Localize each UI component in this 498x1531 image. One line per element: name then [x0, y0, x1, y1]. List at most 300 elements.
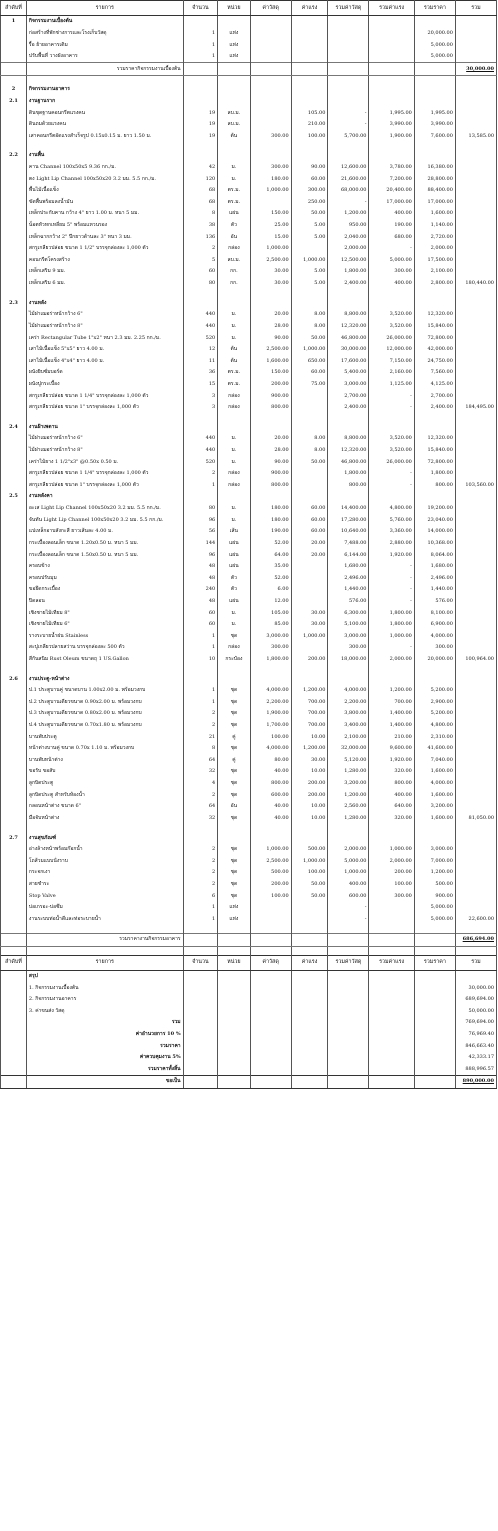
- cell-material-price: 40.00: [250, 813, 291, 825]
- cell-total-price: 88,400.00: [414, 185, 455, 197]
- cell-item-no: [1, 1029, 27, 1041]
- cell-labor-price: [291, 925, 328, 934]
- cell-material-price: [250, 422, 291, 434]
- cell-total-price: 7,600.00: [414, 130, 455, 142]
- cell-labor-price: 50.00: [291, 332, 328, 344]
- cell-labor-total: [369, 982, 414, 994]
- cell-unit: กก.: [218, 266, 250, 278]
- cell-labor-price: [291, 1076, 328, 1089]
- cell-quantity: 11: [183, 355, 218, 367]
- cell-labor-total: [369, 673, 414, 685]
- cell-labor-total: 3,520.00: [369, 321, 414, 333]
- cell-labor-total: 17,000.00: [369, 197, 414, 209]
- cell-total-price: [414, 76, 455, 85]
- cell-description: สีกันสนิม Rust Oleum ขนาดถุ 1 US.Gallon: [26, 654, 183, 666]
- cell-quantity: 5: [183, 255, 218, 267]
- cell-section-total: 50,000.00: [455, 1006, 496, 1018]
- cell-description: เหล็กเสริม 6 มม.: [26, 278, 183, 290]
- cell-labor-price: [291, 142, 328, 150]
- cell-labor-price: [291, 39, 328, 51]
- cell-section-total: [455, 879, 496, 891]
- cell-material-total: 8,800.00: [328, 433, 369, 445]
- cell-total-price: 3,000.00: [414, 844, 455, 856]
- table-row: [1, 208, 497, 220]
- cell-section-total: [455, 549, 496, 561]
- cell-quantity: 96: [183, 514, 218, 526]
- cell-labor-total: 1,000.00: [369, 630, 414, 642]
- cell-description: พื้นไม้เนื้อแข็ง: [26, 185, 183, 197]
- cell-material-price: [250, 946, 291, 955]
- cell-description: ขัดพื้นพร้อมลงน้ำมัน: [26, 197, 183, 209]
- table-row: [1, 266, 497, 278]
- cell-material-price: 100.00: [250, 731, 291, 743]
- cell-item-no: [1, 51, 27, 63]
- cell-material-total: [328, 1052, 369, 1064]
- cell-unit: ม.: [218, 321, 250, 333]
- cell-unit: อัน: [218, 801, 250, 813]
- cell-labor-price: 30.00: [291, 607, 328, 619]
- cell-labor-price: 700.00: [291, 697, 328, 709]
- cell-material-total: [328, 414, 369, 422]
- cell-material-total: 2,000.00: [328, 844, 369, 856]
- cell-section-total: 689,694.00: [455, 994, 496, 1006]
- cell-item-no: [1, 934, 27, 947]
- cell-material-price: 1,000.00: [250, 844, 291, 856]
- table-row: [1, 913, 497, 925]
- cell-material-total: 2,000.00: [328, 243, 369, 255]
- cell-labor-total: 4,800.00: [369, 503, 414, 515]
- cell-labor-total: 640.00: [369, 801, 414, 813]
- cell-material-price: 4,000.00: [250, 685, 291, 697]
- cell-labor-total: -: [369, 572, 414, 584]
- cell-unit: ม.: [218, 162, 250, 174]
- cell-quantity: [183, 142, 218, 150]
- cell-material-price: 80.00: [250, 755, 291, 767]
- cell-labor-total: 210.00: [369, 731, 414, 743]
- cell-material-total: [328, 142, 369, 150]
- cell-labor-price: [291, 824, 328, 832]
- cell-section-total: [455, 503, 496, 515]
- cell-section-total: [455, 890, 496, 902]
- cell-description: จันทัน Light Lip Channel 100x50x20 3.2 มม. 5.5 กก./ม.: [26, 514, 183, 526]
- cell-item-no: [1, 332, 27, 344]
- section-row: [1, 422, 497, 434]
- cell-material-price: [250, 39, 291, 51]
- cell-section-total: 184,495.00: [455, 402, 496, 414]
- cell-material-price: 1,000.00: [250, 185, 291, 197]
- cell-quantity: 2: [183, 720, 218, 732]
- cell-item-no: [1, 1017, 27, 1029]
- cell-section-total: [455, 832, 496, 844]
- cell-description: [26, 665, 183, 673]
- cell-material-total: 5,000.00: [328, 855, 369, 867]
- cell-material-total: 4,000.00: [328, 685, 369, 697]
- table-row: [1, 51, 497, 63]
- cell-labor-total: [369, 1006, 414, 1018]
- cell-unit: [218, 1029, 250, 1041]
- cell-labor-price: 10.00: [291, 731, 328, 743]
- cell-item-no: [1, 503, 27, 515]
- table-row: [1, 766, 497, 778]
- cell-material-price: [250, 832, 291, 844]
- cell-description: [26, 76, 183, 85]
- cell-item-no: [1, 414, 27, 422]
- cell-section-total: [455, 946, 496, 955]
- table-row: [1, 1006, 497, 1018]
- table-row: [1, 642, 497, 654]
- cell-labor-total: 320.00: [369, 813, 414, 825]
- cell-item-no: [1, 107, 27, 119]
- cell-description: อะเส Light Lip Channel 100x50x20 3.2 มม. 5.5 กก./ม.: [26, 503, 183, 515]
- cell-unit: ม.: [218, 607, 250, 619]
- cell-item-no: [1, 480, 27, 492]
- cell-unit: ชุด: [218, 685, 250, 697]
- cell-quantity: [183, 1076, 218, 1089]
- cell-labor-price: [291, 970, 328, 982]
- cell-material-price: 150.00: [250, 208, 291, 220]
- cell-material-total: 17,600.00: [328, 355, 369, 367]
- cell-labor-price: [291, 422, 328, 434]
- cell-material-total: 68,000.00: [328, 185, 369, 197]
- cell-material-total: [328, 673, 369, 685]
- cell-total-price: 12,320.00: [414, 309, 455, 321]
- cell-section-total: 890,000.00: [455, 1076, 496, 1089]
- cell-material-total: 1,680.00: [328, 561, 369, 573]
- cell-description: แปเหล็กอาบสังกะสี ยาวเส้นละ 4.00 ม.: [26, 526, 183, 538]
- cell-labor-price: 30.00: [291, 755, 328, 767]
- cell-quantity: 2: [183, 879, 218, 891]
- cell-total-price: [414, 1029, 455, 1041]
- cell-labor-price: 60.00: [291, 367, 328, 379]
- table-row: [1, 1017, 497, 1029]
- table-row: [1, 801, 497, 813]
- cell-quantity: [183, 414, 218, 422]
- cell-labor-price: 650.00: [291, 355, 328, 367]
- cell-material-total: [328, 1017, 369, 1029]
- cell-description: [26, 414, 183, 422]
- cell-section-total: [455, 561, 496, 573]
- table-row: [1, 720, 497, 732]
- cell-quantity: 2: [183, 867, 218, 879]
- cell-material-price: [250, 673, 291, 685]
- cell-material-total: 12,500.00: [328, 255, 369, 267]
- cell-description: Stop Valve: [26, 890, 183, 902]
- cell-section-total: 22,600.00: [455, 913, 496, 925]
- table-row: [1, 619, 497, 631]
- cell-item-no: [1, 173, 27, 185]
- cell-material-total: [328, 289, 369, 297]
- cell-material-total: [328, 1076, 369, 1089]
- cell-description: รวมราคา: [26, 1040, 183, 1052]
- cell-material-price: 300.00: [250, 130, 291, 142]
- cell-material-price: 1,600.00: [250, 355, 291, 367]
- cell-labor-price: [291, 150, 328, 162]
- cell-material-price: [250, 665, 291, 673]
- cell-unit: แห่ง: [218, 51, 250, 63]
- cell-material-price: 150.00: [250, 367, 291, 379]
- cell-description: ป.3 ประตูบานเดียวขนาด 0.80x2.00 ม. พร้อมวงกบ: [26, 708, 183, 720]
- cell-unit: [218, 289, 250, 297]
- cell-total-price: 41,600.00: [414, 743, 455, 755]
- cell-section-total: [455, 456, 496, 468]
- cell-labor-price: [291, 902, 328, 914]
- cell-total-price: 2,000.00: [414, 243, 455, 255]
- cell-total-price: 500.00: [414, 879, 455, 891]
- cell-unit: ม.: [218, 309, 250, 321]
- cell-material-total: 3,400.00: [328, 720, 369, 732]
- cell-section-total: [455, 255, 496, 267]
- cell-material-price: 500.00: [250, 867, 291, 879]
- cell-section-total: [455, 596, 496, 608]
- cell-unit: ม.: [218, 514, 250, 526]
- table-row: [1, 231, 497, 243]
- cell-labor-total: [369, 970, 414, 982]
- cell-item-no: [1, 162, 27, 174]
- table-row: [1, 185, 497, 197]
- cell-unit: [218, 665, 250, 673]
- cell-description: คอนกรีตโครงสร้าง: [26, 255, 183, 267]
- cell-quantity: 12: [183, 344, 218, 356]
- table-row: [1, 584, 497, 596]
- cell-material-price: 90.00: [250, 332, 291, 344]
- cell-labor-total: 1,000.00: [369, 844, 414, 856]
- cell-section-total: [455, 197, 496, 209]
- cell-item-no: [1, 197, 27, 209]
- cell-quantity: 42: [183, 162, 218, 174]
- cell-quantity: 2: [183, 855, 218, 867]
- cell-material-price: 180.00: [250, 503, 291, 515]
- cell-material-total: 12,320.00: [328, 321, 369, 333]
- cell-quantity: [183, 76, 218, 85]
- cell-unit: ต้น: [218, 344, 250, 356]
- cell-unit: กล่อง: [218, 480, 250, 492]
- cell-item-no: [1, 766, 27, 778]
- cell-material-price: 200.00: [250, 379, 291, 391]
- cell-material-total: [328, 491, 369, 503]
- cell-material-price: [250, 824, 291, 832]
- cell-item-no: [1, 76, 27, 85]
- cell-section-total: [455, 422, 496, 434]
- cell-total-price: 7,000.00: [414, 855, 455, 867]
- cell-material-price: [250, 994, 291, 1006]
- cell-material-total: 1,800.00: [328, 468, 369, 480]
- cell-labor-total: [369, 913, 414, 925]
- cell-total-price: 12,320.00: [414, 433, 455, 445]
- cell-unit: [218, 76, 250, 85]
- cell-item-no: [1, 231, 27, 243]
- cell-description: บานพับหน้าต่าง: [26, 755, 183, 767]
- cell-description: งานฝ้าเพดาน: [26, 422, 183, 434]
- cell-item-no: [1, 743, 27, 755]
- cell-section-total: [455, 297, 496, 309]
- cell-quantity: [183, 297, 218, 309]
- cell-total-price: [414, 1052, 455, 1064]
- cell-material-total: -: [328, 197, 369, 209]
- cell-labor-total: [369, 297, 414, 309]
- cell-section-total: [455, 526, 496, 538]
- cell-material-price: 28.00: [250, 321, 291, 333]
- cell-material-total: 12,600.00: [328, 162, 369, 174]
- cell-item-no: [1, 685, 27, 697]
- cell-description: [26, 289, 183, 297]
- cell-total-price: 2,720.00: [414, 231, 455, 243]
- cell-total-price: [414, 150, 455, 162]
- cell-labor-price: 200.00: [291, 654, 328, 666]
- cell-labor-price: 50.00: [291, 879, 328, 891]
- cell-item-no: [1, 596, 27, 608]
- cell-labor-price: [291, 642, 328, 654]
- cell-material-total: 1,000.00: [328, 867, 369, 879]
- cell-quantity: 1: [183, 51, 218, 63]
- cell-total-price: [414, 84, 455, 96]
- table-row: [1, 379, 497, 391]
- table-row: [1, 538, 497, 550]
- cell-section-total: [455, 162, 496, 174]
- cell-labor-price: [291, 994, 328, 1006]
- table-row: [1, 685, 497, 697]
- cell-labor-total: -: [369, 561, 414, 573]
- cell-material-price: 12.00: [250, 596, 291, 608]
- section-row: [1, 297, 497, 309]
- cell-labor-price: [291, 946, 328, 955]
- cell-description: สกรูเกลียวปล่อย ขนาด 1 1/2" บรรจุกล่องละ 1,000 ตัว: [26, 243, 183, 255]
- header-quantity: จำนวน: [183, 1, 218, 16]
- section-row: [1, 84, 497, 96]
- cell-labor-price: 5.00: [291, 231, 328, 243]
- cell-section-total: [455, 39, 496, 51]
- cell-unit: ตัว: [218, 584, 250, 596]
- cell-description: ขอยึดกระเบื้อง: [26, 584, 183, 596]
- cell-unit: [218, 297, 250, 309]
- cell-quantity: 60: [183, 266, 218, 278]
- cell-labor-total: -: [369, 642, 414, 654]
- cell-total-price: [414, 142, 455, 150]
- table-row: [1, 367, 497, 379]
- cell-material-total: [328, 925, 369, 934]
- cell-item-no: [1, 468, 27, 480]
- cell-material-price: [250, 28, 291, 40]
- cell-material-price: [250, 982, 291, 994]
- cell-quantity: [183, 150, 218, 162]
- header-labor-total: รวมค่าแรง: [369, 955, 414, 970]
- cell-material-total: 1,440.00: [328, 584, 369, 596]
- table-row: [1, 107, 497, 119]
- cell-labor-total: 2,880.00: [369, 538, 414, 550]
- cell-unit: [218, 84, 250, 96]
- spacer-row: [1, 289, 497, 297]
- cell-quantity: [183, 289, 218, 297]
- cell-labor-total: [369, 1017, 414, 1029]
- cell-unit: เส้น: [218, 526, 250, 538]
- cell-quantity: [183, 63, 218, 76]
- cell-description: บ่อเกรอะ-บ่อซึม: [26, 902, 183, 914]
- cell-item-no: [1, 220, 27, 232]
- cell-material-total: 800.00: [328, 480, 369, 492]
- cell-labor-total: -: [369, 596, 414, 608]
- cell-unit: ชุด: [218, 813, 250, 825]
- cell-description: 2. กิจกรรมงานอาคาร: [26, 994, 183, 1006]
- cell-unit: [218, 414, 250, 422]
- cell-unit: ม.: [218, 619, 250, 631]
- cell-quantity: 3: [183, 390, 218, 402]
- table-row: [1, 119, 497, 131]
- cell-material-total: [328, 39, 369, 51]
- cell-quantity: 1: [183, 685, 218, 697]
- cell-labor-total: [369, 1052, 414, 1064]
- table-row: [1, 561, 497, 573]
- cell-description: กระเบื้องลอนเล็ก ขนาด 1.50x0.50 ม. หนา 5 มม.: [26, 549, 183, 561]
- cell-material-price: [250, 51, 291, 63]
- cell-quantity: 4: [183, 778, 218, 790]
- cell-quantity: 1: [183, 902, 218, 914]
- cell-description: กิจกรรมงานอาคาร: [26, 84, 183, 96]
- cell-item-no: [1, 890, 27, 902]
- cell-material-total: 2,040.00: [328, 231, 369, 243]
- header-material-price: ค่าวัสดุ: [250, 955, 291, 970]
- cell-item-no: [1, 994, 27, 1006]
- cell-unit: ม.: [218, 173, 250, 185]
- cell-labor-total: 2,000.00: [369, 654, 414, 666]
- cell-description: ไม้ฝาเฌอร่าหน้ากว้าง 8": [26, 445, 183, 457]
- cell-material-total: 1,280.00: [328, 813, 369, 825]
- cell-total-price: 28,800.00: [414, 173, 455, 185]
- section-row: [1, 491, 497, 503]
- table-row: [1, 433, 497, 445]
- cell-material-price: [250, 1029, 291, 1041]
- cell-total-price: 1,800.00: [414, 468, 455, 480]
- cell-description: ลูกบิดประตู: [26, 778, 183, 790]
- cell-unit: [218, 1052, 250, 1064]
- cell-total-price: 1,200.00: [414, 867, 455, 879]
- cell-quantity: [183, 1064, 218, 1076]
- table-row: [1, 445, 497, 457]
- table-row: [1, 731, 497, 743]
- cell-total-price: 4,125.00: [414, 379, 455, 391]
- cell-quantity: 520: [183, 456, 218, 468]
- header-quantity: จำนวน: [183, 955, 218, 970]
- cell-quantity: [183, 934, 218, 947]
- cell-unit: แผ่น: [218, 561, 250, 573]
- table-row: [1, 890, 497, 902]
- cell-material-total: 18,000.00: [328, 654, 369, 666]
- cell-material-price: [250, 491, 291, 503]
- cell-unit: [218, 16, 250, 28]
- cell-description: [26, 946, 183, 955]
- table-row: [1, 173, 497, 185]
- cell-unit: ชุด: [218, 867, 250, 879]
- cell-description: [26, 824, 183, 832]
- cell-labor-total: [369, 28, 414, 40]
- table-row: [1, 503, 497, 515]
- cell-material-total: [328, 1006, 369, 1018]
- cell-item-no: [1, 913, 27, 925]
- cell-material-total: 5,120.00: [328, 755, 369, 767]
- cell-labor-price: 500.00: [291, 844, 328, 856]
- cell-item-no: [1, 130, 27, 142]
- cell-item-no: [1, 778, 27, 790]
- cell-description: ค่าควบคุมงาน 5%: [26, 1052, 183, 1064]
- cell-material-total: 3,200.00: [328, 778, 369, 790]
- cell-material-price: 40.00: [250, 801, 291, 813]
- cell-quantity: 1: [183, 913, 218, 925]
- cell-material-total: 3,000.00: [328, 630, 369, 642]
- cell-description: เชิงชายไม้เทียม 8": [26, 607, 183, 619]
- cell-unit: [218, 994, 250, 1006]
- cell-labor-price: 1,000.00: [291, 255, 328, 267]
- cell-section-total: [455, 925, 496, 934]
- cell-section-total: [455, 367, 496, 379]
- summary-title-row: [1, 970, 497, 982]
